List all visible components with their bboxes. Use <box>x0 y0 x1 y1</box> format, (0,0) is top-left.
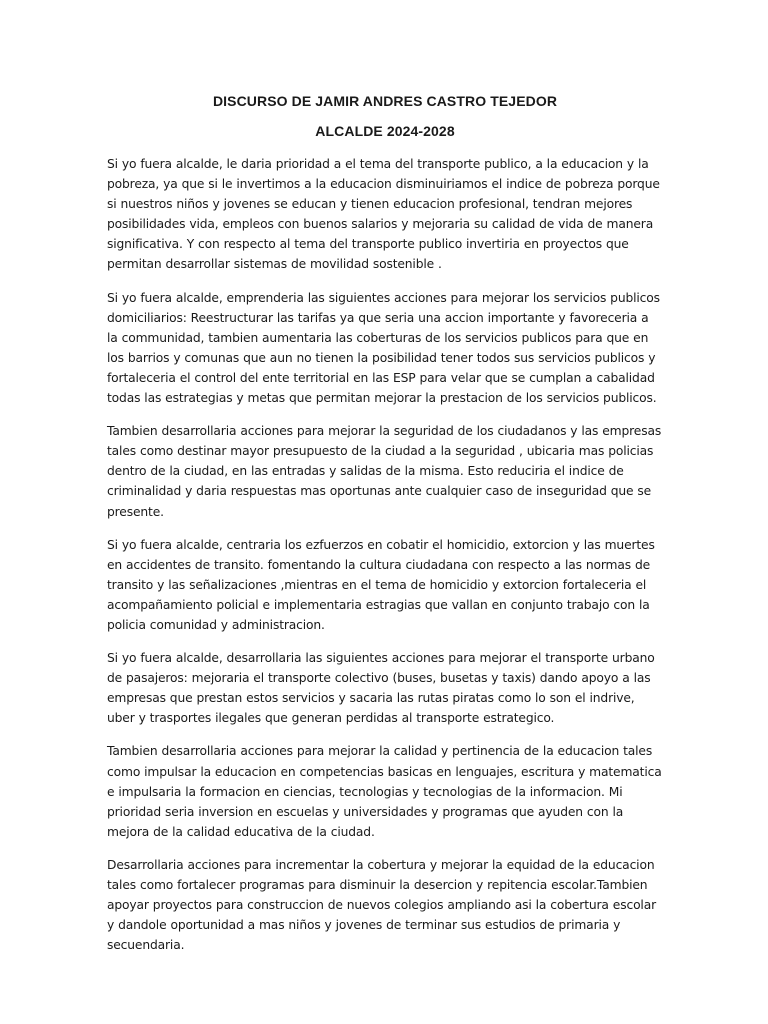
paragraph-transport-education-poverty: Si yo fuera alcalde, le daria prioridad a el tema del transporte publico, a la educacion y la pobreza, ya que si le invertimos a la educacion disminuiriamos el indice de pobreza porque si nuestros niños y jovenes se educan y tienen educacion profesional, tendran mejores posibilidades vida, empleos con buenos salarios y mejoraria su calidad de vida de manera significativa. Y con respecto al tema del transporte publico invertiria en proyectos que permitan desarrollar sistemas de movilidad sostenible . <box>107 157 660 272</box>
document-title: DISCURSO DE JAMIR ANDRES CASTRO TEJEDOR <box>212 93 558 109</box>
paragraph-homicide-extortion: Si yo fuera alcalde, centraria los ezfuerzos en cobatir el homicidio, extorcion y las muertes en accidentes de transito. fomentando la cultura ciudadana con respecto a las normas de transito y las señalizaciones ,mientras en el tema de homicidio y extorcion fortaleceria el acompañamiento policial e implementaria estragias que vallan en conjunto trabajo con la policia comunidad y administracion. <box>107 537 655 632</box>
paragraph-education-quality: Tambien desarrollaria acciones para mejorar la calidad y pertinencia de la educacion tales como impulsar la educacion en competencias basicas en lenguajes, escritura y matematica e impulsaria la formacion en ciencias, tecnologias y tecnologias de la informacion. Mi prioridad seria inversion en escuelas y universidades y programas que ayuden con la mejora de la calidad educativa de la ciudad. <box>107 744 662 839</box>
paragraph-education-coverage: Desarrollaria acciones para incrementar la cobertura y mejorar la equidad de la educacion tales como fortalecer programas para disminuir la desercion y repitencia escolar.Tambien apoyar proyectos para construccion de nuevos colegios ampliando asi la cobertura escolar y dandole oportunidad a mas niños y jovenes de terminar sus estudios de primaria y secuendaria. <box>107 857 656 953</box>
document-subtitle: ALCALDE 2024-2028 <box>315 123 455 139</box>
paragraph-security: Tambien desarrollaria acciones para mejorar la seguridad de los ciudadanos y las empresas tales como destinar mayor presupuesto de la ciudad a la seguridad , ubicaria mas policias dentro de la ciudad, en las entradas y salidas de la misma. Esto reduciria el indice de criminalidad y daria respuestas mas oportunas ante cualquier caso de inseguridad que se presente. <box>107 424 662 519</box>
paragraph-urban-transport: Si yo fuera alcalde, desarrollaria las siguientes acciones para mejorar el transporte urbano de pasajeros: mejoraria el transporte colectivo (buses, busetas y taxis) dando apoyo a las empresas que prestan estos servicios y sacaria las rutas piratas como lo son el indrive, uber y trasportes ilegales que generan perdidas al transporte estrategico. <box>107 651 655 726</box>
document-body <box>107 92 663 955</box>
paragraph-public-services: Si yo fuera alcalde, emprenderia las siguientes acciones para mejorar los servicios publicos domiciliarios: Reestructurar las tarifas ya que seria una accion importante y favoreceria a la communidad, tambien aumentaria las coberturas de los servicios publicos para que en los barrios y comunas que aun no tienen la posibilidad tener todos sus servicios publicos y fortaleceria el control del ente territorial en las ESP para velar que se cumplan a cabalidad todas las estrategias y metas que permitan mejorar la prestacion de los servicios publicos. <box>107 290 660 406</box>
